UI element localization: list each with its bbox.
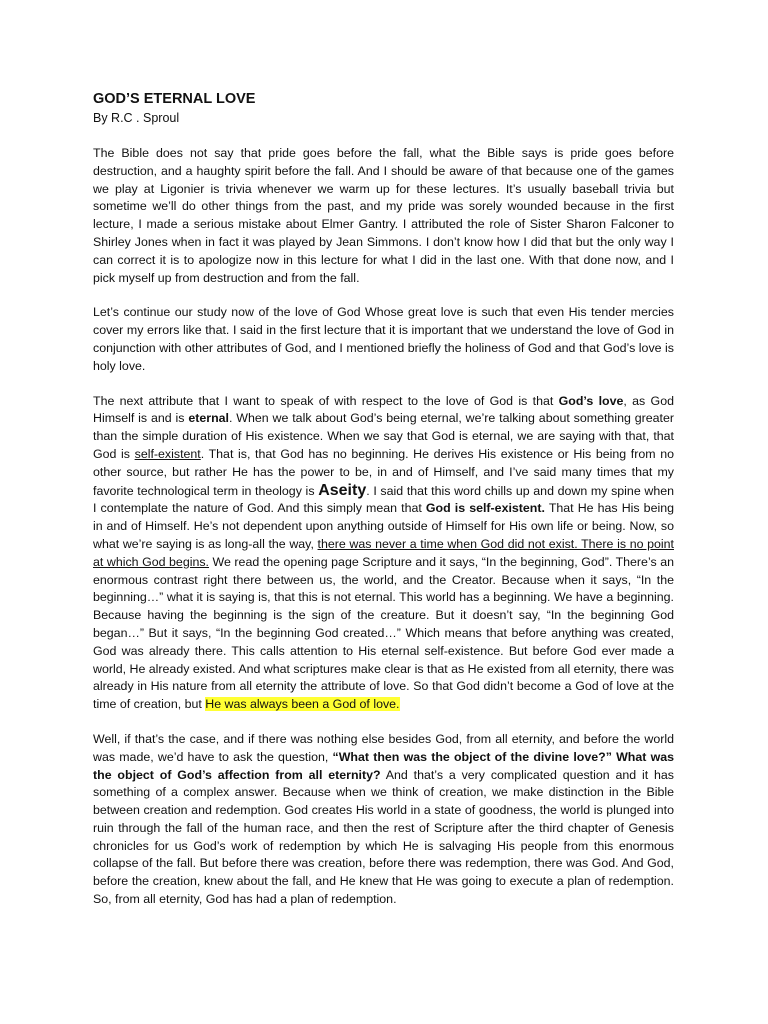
paragraph-4	[93, 731, 674, 909]
text-run: And that’s a very complicated question and it has something of a complex answer. Because when we think of creation, we make distinction in the Bible between creation and redemption. God creates His world in a state of goodness, the world is plunged into ruin through the fall of the human race, and then the rest of Scripture after the third chapter of Genesis chronicles for us God’s work of redemption by which He is salvaging His people from this enormous collapse of the fall. But before there was creation, before there was redemption, there was God. And God, before the creation, knew about the fall, and He knew that He was going to execute a plan of redemption. So, from all eternity, God has had a plan of redemption.	[93, 767, 674, 907]
bold-text: God’s love	[558, 393, 624, 408]
underlined-text: self-existent	[134, 446, 201, 461]
bold-text: eternal	[188, 411, 229, 426]
underlined-text: there was never a time when God did not exist. There is no point at which God begins.	[93, 536, 674, 569]
author-byline: By R.C . Sproul	[93, 111, 180, 125]
text-run: Well, if that’s the case, and if there was nothing else besides God, from all eternity, and before the world was made, we’d have to ask the question,	[93, 731, 674, 764]
text-run: , as God Himself is and is	[93, 393, 674, 426]
text-run: . When we talk about God’s being eternal, we’re talking about something greater than the simple duration of His existence. When we say that God is eternal, we are saying with that, that God is	[93, 411, 674, 461]
highlighted-text: He was always been a God of love.	[205, 697, 400, 712]
text-run: We read the opening page Scripture and it says, “In the beginning, God”. There’s an enormous contrast right there between us, the world, and the Creator. Because when it says, “In the beginning…” what it is saying is, that this is not eternal. This world has a beginning. We have a beginning. Because having the beginning is the sign of the creature. But it doesn’t say, “In the beginning God began…” But it says, “In the beginning God created…” Which means that before anything was created, God was already there. This calls attention to His eternal self-existence. But before God ever made a world, He already existed. And what scriptures make clear is that as He existed from all eternity, there was already in His nature from all eternity the attribute of love. So that God didn’t become a God of love at the time of creation, but	[93, 554, 675, 712]
text-run: . That is, that God has no beginning. He derives His existence or His being from no other source, but rather He has the power to be, in and of Himself, and I’ve said many times that my favorite technological term in theology is	[93, 446, 674, 498]
emphasized-term: Aseity	[318, 481, 367, 499]
text-run: . I said that this word chills up and down my spine when I contemplate the nature of God. And this simply mean that	[93, 483, 675, 516]
paragraph-2: Let’s continue our study now of the love of God Whose great love is such that even His tender mercies cover my errors like that. I said in the first lecture that it is important that we understand the love of God in conjunction with other attributes of God, and I mentioned briefly the holiness of God and that God’s love is holy love.	[93, 305, 674, 373]
paragraph-1: The Bible does not say that pride goes before the fall, what the Bible says is pride goes before destruction, and a haughty spirit before the fall. And I should be aware of that because one of the games we play at Ligonier is trivia whenever we warm up for these lectures. It’s usually baseball trivia but sometime we’ll do other things from the past, and my pride was sorely wounded because in the first lecture, I made a serious mistake about Elmer Gantry. I attributed the role of Sister Sharon Falconer to Shirley Jones when in fact it was played by Jean Simmons. I don’t know how I did that but the only way I can correct it is to apologize now in this lecture for what I did in the last one. With that done now, and I pick myself up from destruction and from the fall.	[93, 146, 674, 285]
bold-text: “What then was the object of the divine love?” What was the object of God’s affection from all eternity?	[93, 749, 674, 782]
document-title: GOD’S ETERNAL LOVE	[93, 91, 256, 107]
text-run: That He has His being in and of Himself. He’s not dependent upon anything outside of Himself for His own life or being. Now, so what we’re saying is as long-all the way,	[93, 501, 675, 551]
text-run: The next attribute that I want to speak of with respect to the love of God is that	[93, 393, 559, 408]
bold-text: God is self-existent.	[425, 501, 545, 516]
paragraph-3	[93, 393, 674, 714]
